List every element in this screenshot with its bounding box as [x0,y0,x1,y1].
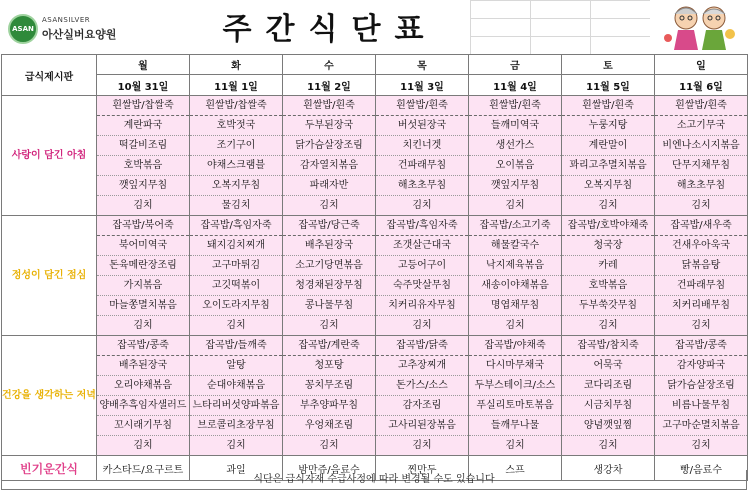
dish-item: 들깨미역국 [469,116,561,136]
meal-day-cell [376,96,469,216]
meal-day-cell [562,216,655,336]
dish-item: 김치 [412,320,432,331]
dish-item: 호박볶음 [562,276,654,296]
dish-item: 조갯살근대국 [376,236,468,256]
staple-item: 잡곡밥/콩죽 [97,336,189,356]
dish-item: 김치 [319,440,339,451]
dish-item: 감자양파국 [655,356,747,376]
dish-item: 치커리배무침 [655,296,747,316]
dish-item: 치킨너겟 [376,136,468,156]
logo-emblem-icon [8,14,38,44]
dish-item: 물김치 [221,200,251,211]
dish-item: 조기구이 [190,136,282,156]
date-sun: 11월 6일 [655,75,748,96]
dish-item: 건파래무침 [655,276,747,296]
staple-item: 잡곡밥/호박야채죽 [562,216,654,236]
dish-item: 낙지제육볶음 [469,256,561,276]
dish-item: 호박볶음 [97,156,189,176]
dish-item: 코다리조림 [562,376,654,396]
dish-item: 닭가슴살장조림 [283,136,375,156]
dish-item: 야채스크램블 [190,156,282,176]
dish-item: 비엔나소시지볶음 [655,136,747,156]
staple-item: 흰쌀밥/흰죽 [655,96,747,116]
meal-day-cell [562,336,655,456]
dish-item: 꽁치무조림 [283,376,375,396]
org-english-name: ASANSILVER [42,16,91,24]
date-mon: 10월 31일 [97,75,190,96]
grid-background [470,0,650,54]
meal-day-cell [655,96,748,216]
dish-item: 돈가스/소스 [376,376,468,396]
dish-item: 고추장찌개 [376,356,468,376]
dish-item: 오리야채볶음 [97,376,189,396]
dish-item: 떡갈비조림 [97,136,189,156]
staple-item: 잡곡밥/야채죽 [469,336,561,356]
staple-item: 잡곡밥/흑임자죽 [190,216,282,236]
dish-item: 느타리버섯양파볶음 [190,396,282,416]
dish-item: 깻잎지무침 [97,176,189,196]
snack-item: 생강차 [562,456,655,481]
snack-item: 과일 [190,456,283,481]
dish-item: 오이도라지무침 [190,296,282,316]
dish-item: 오이볶음 [469,156,561,176]
dish-item: 명엽채무침 [469,296,561,316]
dish-item: 김치 [133,200,153,211]
dish-item: 김치 [319,320,339,331]
dish-item: 배추된장국 [283,236,375,256]
meal-day-cell [655,216,748,336]
snack-item: 카스타드/요구르트 [97,456,190,481]
dish-item: 해초초무침 [655,176,747,196]
dish-item: 김치 [319,200,339,211]
dish-item: 카레 [562,256,654,276]
dish-item: 김치 [598,200,618,211]
dish-item: 콩나물무침 [283,296,375,316]
staple-item: 잡곡밥/닭죽 [376,336,468,356]
dish-item: 돈육메란장조림 [97,256,189,276]
snack-item: 스프 [469,456,562,481]
dish-item: 시금치무침 [562,396,654,416]
dish-item: 해물칼국수 [469,236,561,256]
snack-label: 빈기운간식 [2,456,97,481]
staple-item: 잡곡밥/흑임자죽 [376,216,468,236]
staple-item: 흰쌀밥/찹쌀죽 [97,96,189,116]
snack-item: 빵/음료수 [655,456,748,481]
dish-item: 김치 [691,320,711,331]
dish-item: 호박젓국 [190,116,282,136]
dish-item: 치커리유자무침 [376,296,468,316]
meal-day-cell [190,336,283,456]
dish-item: 파래자반 [283,176,375,196]
date-tue: 11월 1일 [190,75,283,96]
meal-category-label: 사랑이 담긴 아침 [2,96,97,216]
logo-emblem-text: ASAN [12,25,34,33]
meal-day-cell [283,216,376,336]
dish-item: 고구마튀김 [190,256,282,276]
title-bar [0,0,748,54]
dish-item: 꽈리고추멸치볶음 [562,156,654,176]
dish-item: 푸실리토마토볶음 [469,396,561,416]
dish-item: 깻잎지무침 [469,176,561,196]
meal-day-cell [283,336,376,456]
dish-item: 김치 [505,320,525,331]
meal-day-cell [190,216,283,336]
dish-item: 김치 [412,440,432,451]
date-thu: 11월 3일 [376,75,469,96]
elderly-couple-icon [658,2,740,52]
dish-item: 닭볶음탕 [655,256,747,276]
dish-item: 마늘쫑멸치볶음 [97,296,189,316]
meal-day-cell [376,216,469,336]
dish-item: 꼬시래기무침 [97,416,189,436]
dish-item: 건파래무침 [376,156,468,176]
dish-item: 감자조림 [376,396,468,416]
day-name-thu: 목 [376,55,469,75]
footer-notice: 식단은 급식자재 수급사정에 따라 변경될 수도 있습니다 [1,470,747,490]
dish-item: 김치 [226,440,246,451]
meal-day-cell [469,216,562,336]
staple-item: 잡곡밥/참치죽 [562,336,654,356]
weekly-menu-table [1,54,748,481]
dish-item: 김치 [598,320,618,331]
staple-item: 흰쌀밥/흰죽 [469,96,561,116]
day-name-sat: 토 [562,55,655,75]
date-wed: 11월 2일 [283,75,376,96]
dish-item: 두부스테이크/소스 [469,376,561,396]
day-name-fri: 금 [469,55,562,75]
org-name: 아산실버요양원 [42,28,117,41]
dish-item: 해초초무침 [376,176,468,196]
dish-item: 고사리된장볶음 [376,416,468,436]
snack-item: 찐만두 [376,456,469,481]
date-fri: 11월 4일 [469,75,562,96]
dish-item: 돼지김치찌개 [190,236,282,256]
staple-item: 잡곡밥/북어죽 [97,216,189,236]
staple-item: 흰쌀밥/흰죽 [283,96,375,116]
dish-item: 두부된장국 [283,116,375,136]
dish-item: 감자열치볶음 [283,156,375,176]
dish-item: 우엉채조림 [283,416,375,436]
date-row [2,75,748,96]
dish-item: 브로콜리초장무침 [190,416,282,436]
meal-day-cell [283,96,376,216]
dish-item: 닭가슴살장조림 [655,376,747,396]
dish-item: 청포탕 [283,356,375,376]
staple-item: 잡곡밥/계란죽 [283,336,375,356]
dish-item: 건새우아욱국 [655,236,747,256]
staple-item: 잡곡밥/들깨죽 [190,336,282,356]
dish-item: 숙주맛살무침 [376,276,468,296]
dish-item: 버섯된장국 [376,116,468,136]
dish-item: 순대야채볶음 [190,376,282,396]
snack-item: 밤만쥬/음료수 [283,456,376,481]
dish-item: 비름나물무침 [655,396,747,416]
meal-category-label: 건강을 생각하는 저녁 [2,336,97,456]
staple-item: 흰쌀밥/흰죽 [376,96,468,116]
dish-item: 김치 [691,440,711,451]
dish-item: 배추된장국 [97,356,189,376]
dish-item: 오복지무침 [190,176,282,196]
dish-item: 김치 [505,440,525,451]
date-sat: 11월 5일 [562,75,655,96]
dish-item: 계란파국 [97,116,189,136]
meal-row [2,216,748,336]
dish-item: 김치 [133,320,153,331]
meal-day-cell [97,96,190,216]
dish-item: 북어미역국 [97,236,189,256]
dish-item: 청경채된장무침 [283,276,375,296]
dish-item: 가지볶음 [97,276,189,296]
dish-item: 소고기당면볶음 [283,256,375,276]
dish-item: 알탕 [190,356,282,376]
dish-item: 어묵국 [562,356,654,376]
staple-item: 흰쌀밥/흰죽 [562,96,654,116]
meal-day-cell [562,96,655,216]
dish-item: 부추양파무침 [283,396,375,416]
dish-item: 단무지채무침 [655,156,747,176]
meal-day-cell [469,336,562,456]
staple-item: 잡곡밥/소고기죽 [469,216,561,236]
dish-item: 김치 [598,440,618,451]
dish-item: 다시마무채국 [469,356,561,376]
dish-item: 김치 [505,200,525,211]
staple-item: 잡곡밥/당근죽 [283,216,375,236]
dish-item: 김치 [412,200,432,211]
meal-day-cell [190,96,283,216]
dish-item: 누룽지탕 [562,116,654,136]
dish-item: 고등어구이 [376,256,468,276]
dish-item: 김치 [133,440,153,451]
dish-item: 들깨무나물 [469,416,561,436]
page-title: 주간식단표 [222,12,438,47]
day-name-sun: 일 [655,55,748,75]
meal-row [2,336,748,456]
meal-day-cell [469,96,562,216]
meal-day-cell [376,336,469,456]
day-name-tue: 화 [190,55,283,75]
dish-item: 김치 [691,200,711,211]
meal-row [2,96,748,216]
dish-item: 생선가스 [469,136,561,156]
meal-day-cell [97,336,190,456]
dish-item: 계란말이 [562,136,654,156]
dish-item: 오복지무침 [562,176,654,196]
dish-item: 고구마순멸치볶음 [655,416,747,436]
staple-item: 흰쌀밥/찹쌀죽 [190,96,282,116]
staple-item: 잡곡밥/콩죽 [655,336,747,356]
dish-item: 두부쑥갓무침 [562,296,654,316]
dish-item: 양배추흑임자샐러드 [97,396,189,416]
meal-day-cell [655,336,748,456]
org-logo [8,6,128,46]
meal-day-cell [97,216,190,336]
dish-item: 김치 [226,320,246,331]
dish-item: 고깃떡볶이 [190,276,282,296]
dish-item: 새송이야채볶음 [469,276,561,296]
day-name-row [2,55,748,75]
dish-item: 양념깻잎찜 [562,416,654,436]
dish-item: 청국장 [562,236,654,256]
meal-category-label: 정성이 담긴 점심 [2,216,97,336]
table-label: 급식제시판 [2,55,97,96]
dish-item: 소고기무국 [655,116,747,136]
staple-item: 잡곡밥/새우죽 [655,216,747,236]
day-name-wed: 수 [283,55,376,75]
day-name-mon: 월 [97,55,190,75]
